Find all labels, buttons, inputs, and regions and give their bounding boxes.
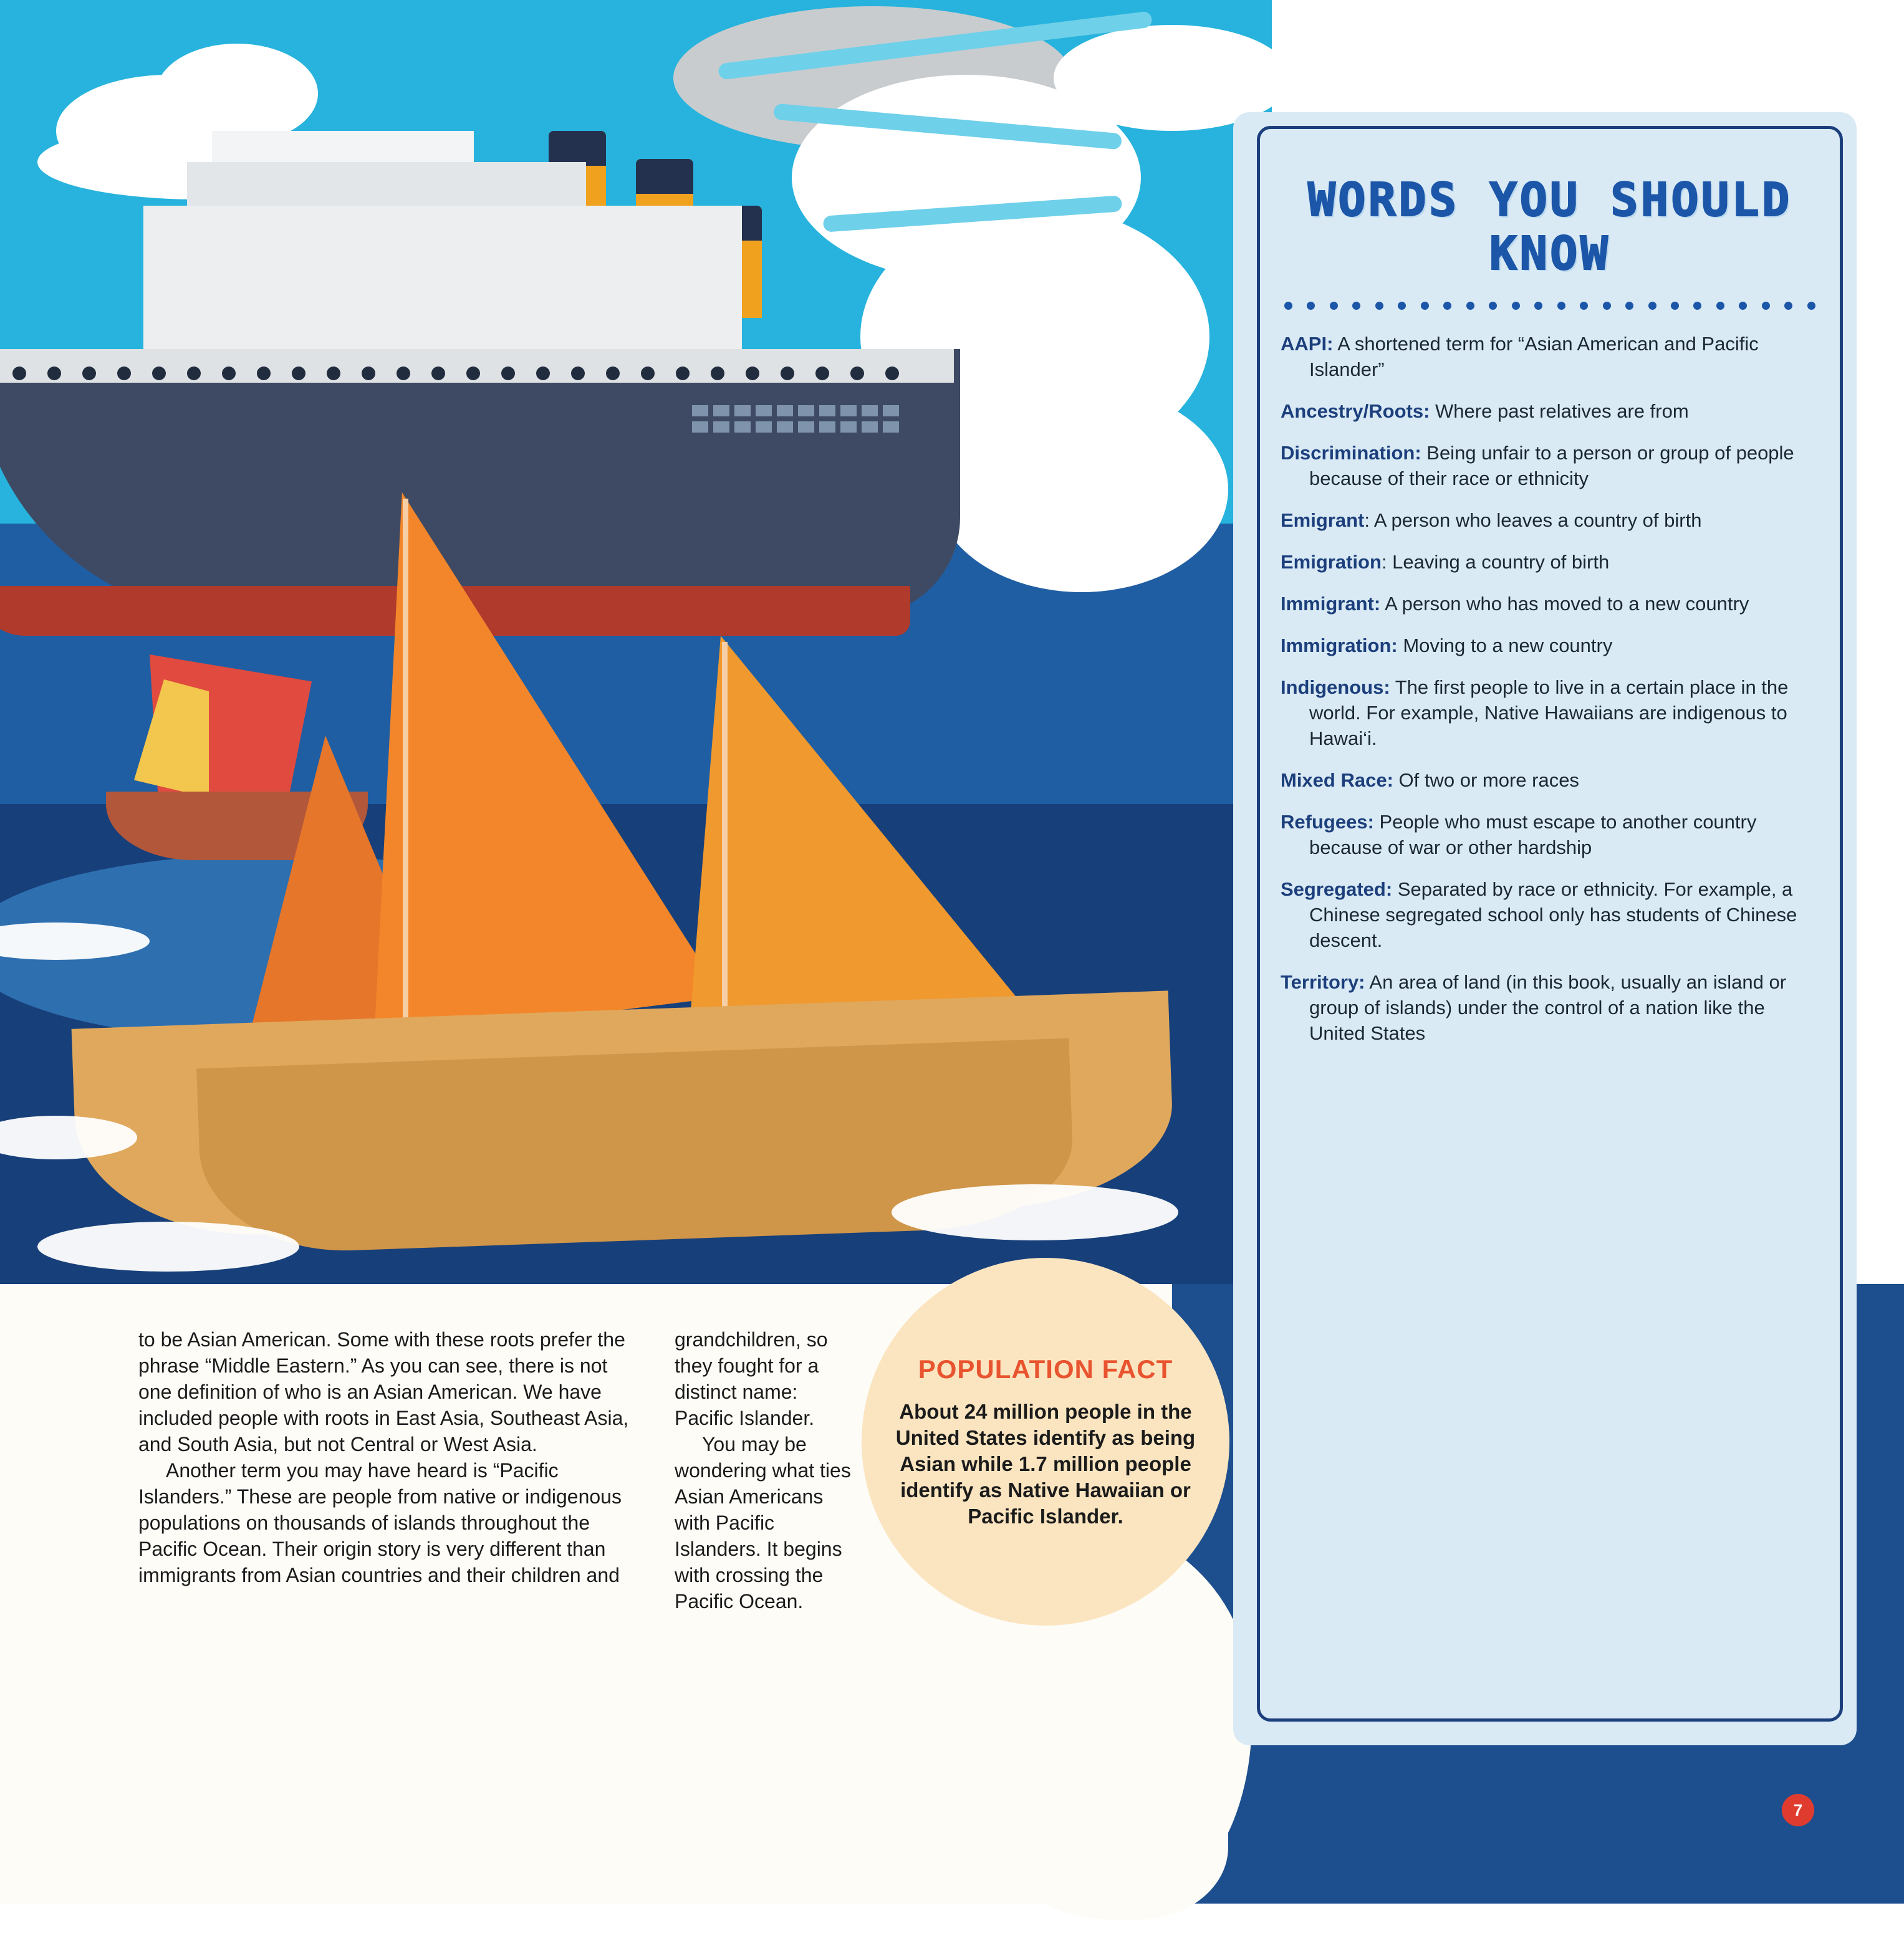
divider-dot <box>1284 302 1292 310</box>
ship-superstructure <box>143 206 742 362</box>
glossary-term: Refugees: <box>1281 811 1374 833</box>
paragraph: Another term you may have heard is “Pacific Islanders.” These are people from native or indigenous populations on thousands of islands throughout the Pacific Ocean. Their origin story is very different than immigrants from Asian countries and their children and <box>138 1459 622 1586</box>
population-fact-callout <box>862 1258 1229 1626</box>
divider-dot <box>1512 302 1520 310</box>
glossary-definition: People who must escape to another country because of war or other hardship <box>1309 811 1757 858</box>
divider-dot <box>1693 302 1701 310</box>
divider-dot <box>1557 302 1565 310</box>
divider-dot <box>1534 302 1542 310</box>
paragraph: to be Asian American. Some with these roots prefer the phrase “Middle Eastern.” As you can see, there is not one definition of who is an Asian American. We have included people with roots in East Asia, Southeast Asia, and South Asia, but not Central or West Asia. <box>138 1328 629 1455</box>
glossary-entry <box>1281 549 1819 575</box>
glossary-definition: : Leaving a country of birth <box>1381 551 1610 573</box>
divider-dot <box>1671 302 1679 310</box>
ship-window-grid <box>692 405 899 433</box>
divider-dot <box>1807 302 1815 310</box>
glossary-entry <box>1281 767 1819 793</box>
glossary-term: AAPI: <box>1281 333 1334 355</box>
glossary-entry <box>1281 809 1819 860</box>
glossary-definition: Being unfair to a person or group of people because of their race or ethnicity <box>1309 442 1794 489</box>
paragraph: grandchildren, so they fought for a distinct name: Pacific Islander. <box>675 1328 828 1429</box>
glossary-term: Immigrant: <box>1281 593 1381 615</box>
glossary-definition: : A person who leaves a country of birth <box>1364 509 1702 531</box>
smoke-cloud-4 <box>935 386 1228 592</box>
divider-dot <box>1784 302 1792 310</box>
glossary-entry <box>1281 633 1819 658</box>
divider-dot <box>1352 302 1360 310</box>
glossary-entry <box>1281 969 1819 1046</box>
glossary-term: Segregated: <box>1281 878 1393 900</box>
canoe-mast-2 <box>722 642 728 1066</box>
divider-dot <box>1489 302 1497 310</box>
divider-dot <box>1421 302 1429 310</box>
canoe-mast-1 <box>403 499 408 1047</box>
population-fact-title: POPULATION FACT <box>918 1354 1173 1384</box>
glossary-term: Discrimination: <box>1281 442 1421 464</box>
glossary-entry <box>1281 440 1819 491</box>
glossary-term: Territory: <box>1281 971 1365 993</box>
glossary-dot-divider <box>1284 302 1815 310</box>
glossary-entry-list <box>1281 331 1819 1046</box>
glossary-term: Mixed Race: <box>1281 769 1393 791</box>
glossary-entry <box>1281 674 1819 751</box>
divider-dot <box>1307 302 1315 310</box>
porthole-row <box>12 367 899 380</box>
glossary-definition: Where past relatives are from <box>1430 400 1689 422</box>
glossary-definition: Moving to a new country <box>1397 635 1613 656</box>
body-text-column-1 <box>138 1326 631 1588</box>
population-fact-body: About 24 million people in the United States identify as being Asian while 1.7 million people identify as Native Hawaiian or Pacific Islander. <box>895 1400 1196 1528</box>
divider-dot <box>1580 302 1588 310</box>
divider-dot <box>1443 302 1451 310</box>
words-you-should-know-panel <box>1233 112 1857 1745</box>
divider-dot <box>1739 302 1747 310</box>
divider-dot <box>1716 302 1724 310</box>
page-number-badge: 7 <box>1782 1794 1814 1826</box>
divider-dot <box>1375 302 1383 310</box>
glossary-definition: A shortened term for “Asian American and Pacific Islander” <box>1309 333 1759 380</box>
glossary-definition: Of two or more races <box>1393 769 1579 791</box>
glossary-term: Indigenous: <box>1281 676 1390 698</box>
divider-dot <box>1466 302 1474 310</box>
divider-dot <box>1625 302 1633 310</box>
divider-dot <box>1648 302 1656 310</box>
glossary-title: WORDS YOU SHOULD KNOW <box>1307 173 1792 280</box>
ship-hull <box>0 349 960 617</box>
glossary-entry <box>1281 507 1819 533</box>
glossary-term: Emigrant <box>1281 509 1365 531</box>
glossary-entry <box>1281 591 1819 616</box>
divider-dot <box>1603 302 1611 310</box>
glossary-term: Ancestry/Roots: <box>1281 400 1430 422</box>
glossary-definition: The first people to live in a certain place in the world. For example, Native Hawaiians are indigenous to Hawai‘i. <box>1309 676 1789 749</box>
glossary-entry <box>1281 398 1819 424</box>
body-text-column-2 <box>675 1326 855 1614</box>
glossary-entry <box>1281 331 1819 382</box>
divider-dot <box>1330 302 1338 310</box>
wave-2 <box>37 1222 299 1272</box>
paragraph: You may be wondering what ties Asian Americans with Pacific Islanders. It begins with crossing the Pacific Ocean. <box>675 1433 851 1613</box>
glossary-definition: A person who has moved to a new country <box>1380 593 1749 615</box>
glossary-term: Emigration <box>1281 551 1382 573</box>
glossary-entry <box>1281 876 1819 953</box>
glossary-term: Immigration: <box>1281 635 1398 656</box>
divider-dot <box>1762 302 1770 310</box>
divider-dot <box>1398 302 1406 310</box>
glossary-definition: Separated by race or ethnicity. For example, a Chinese segregated school only has students of Chinese descent. <box>1309 878 1797 951</box>
wave-3 <box>892 1184 1178 1240</box>
glossary-definition: An area of land (in this book, usually an island or group of islands) under the control of a nation like the United States <box>1309 971 1787 1044</box>
